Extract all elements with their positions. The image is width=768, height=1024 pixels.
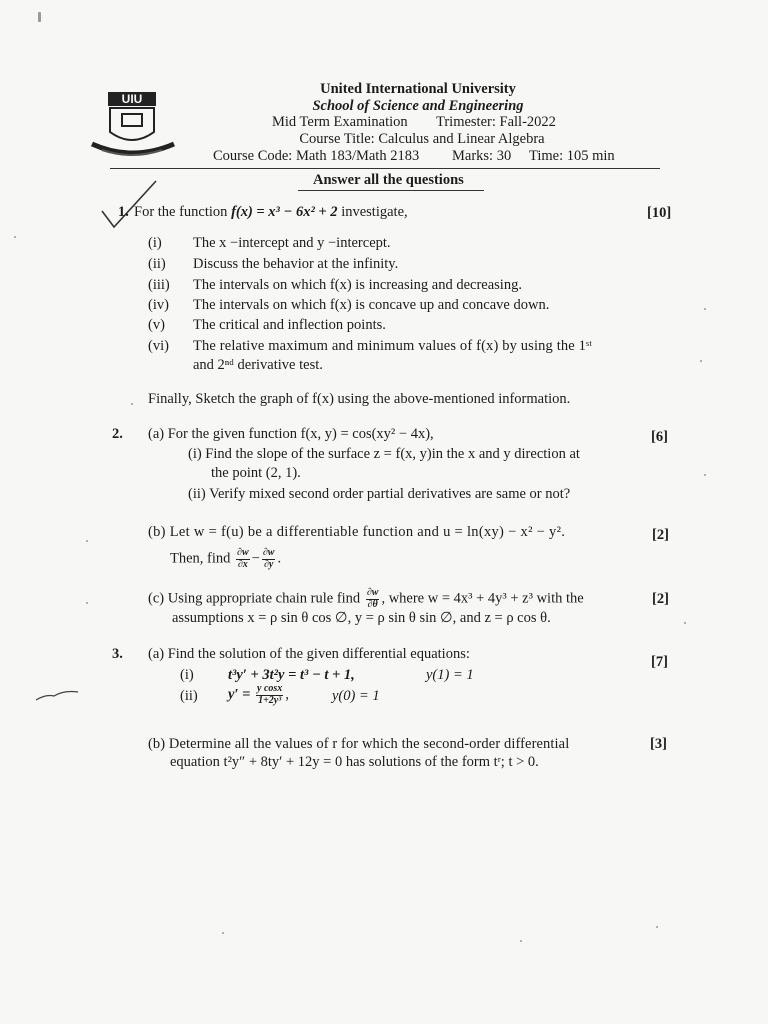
scan-speck [704,308,706,310]
q1-finally: Finally, Sketch the graph of f(x) using the above-mentioned information. [148,391,571,407]
q3a-i-equation: t³y′ + 3t²y = t³ − t + 1, [228,667,355,683]
q2c-assumptions: assumptions x = ρ sin θ cos ∅, y = ρ sin θ sin ∅, and z = ρ cos θ. [172,610,551,626]
header-divider [110,168,660,169]
q3a-stem: (a) Find the solution of the given differential equations: [148,646,470,662]
university-crest-icon [88,86,178,164]
scan-speck [86,602,88,604]
school-name: School of Science and Engineering [312,98,524,114]
scan-speck [14,236,16,238]
q3b-equation: equation t²y″ + 8ty′ + 12y = 0 has solutions of the form tʳ; t > 0. [170,754,539,770]
course-code: Course Code: Math 183/Math 2183 [213,148,420,164]
q3a-i-label: (i) [180,667,194,683]
q1-item-label: (v) [148,317,165,333]
q1-item-text: The critical and inflection points. [193,317,386,333]
ode-fraction: $\frac{\text{y cosx}}{\text{1+2y³}}$ [257,683,283,706]
q1-item-label: (iv) [148,297,169,313]
exam-time: Time: 105 min [529,148,615,164]
q3b-stem: (b) Determine all the values of r for which the second-order differential [148,736,570,752]
q1-item-label: (i) [148,235,162,251]
q3b-marks: [3] [650,736,667,752]
instruction: Answer all the questions [313,172,464,188]
q2b-stem: (b) Let w = f(u) be a differentiable function and u = ln(xy) − x² − y². [148,524,566,540]
q1-stem: For the function f(x) = x³ − 6x² + 2 investigate, [134,204,408,220]
scan-speck [86,540,88,542]
scan-speck [656,926,658,928]
q3a-ii-label: (ii) [180,688,198,704]
q3-number: 3. [112,646,123,662]
q2c-marks: [2] [652,591,669,607]
q2a-ii: (ii) Verify mixed second order partial derivatives are same or not? [188,486,571,502]
exam-name: Mid Term Examination [272,114,408,130]
q2a-i-continued: the point (2, 1). [211,465,301,481]
scan-speck [520,940,522,942]
scan-speck [704,474,706,476]
q1-item-label: (iii) [148,277,170,293]
svg-text:UIU: UIU [121,92,143,106]
scan-speck [684,622,686,624]
scan-speck [38,12,41,22]
q3a-i-condition: y(1) = 1 [426,667,474,683]
q1-item-text: The intervals on which f(x) is increasing and decreasing. [193,277,522,293]
q2b-then: Then, find $\frac{\partial w}{\partial x}$ − $\frac{\partial w}{\partial y}$ . [170,547,282,570]
scan-speck [222,932,224,934]
q1-function: f(x) = x³ − 6x² + 2 [231,204,338,220]
partial-derivative-fraction: $\frac{\partial w}{\partial y}$ [262,547,275,570]
university-name: United International University [320,81,516,97]
partial-derivative-fraction: $\frac{\partial w}{\partial\theta}$ [366,587,379,610]
q1-number: 1. [118,204,129,220]
q1-item-text: The relative maximum and minimum values of f(x) by using the 1ˢᵗ [193,338,593,354]
q3a-ii-equation: y′ = $\frac{\text{y cosx}}{\text{1+2y³}}$ , [228,683,289,706]
scan-speck [131,403,133,405]
q2a-stem: (a) For the given function f(x, y) = cos(xy² − 4x), [148,426,434,442]
q3a-ii-condition: y(0) = 1 [332,688,380,704]
course-title: Course Title: Calculus and Linear Algebra [299,131,545,147]
q1-item-text: Discuss the behavior at the infinity. [193,256,399,272]
q1-item-text: The x −intercept and y −intercept. [193,235,391,251]
q3a-marks: [7] [651,654,668,670]
scan-speck [700,360,702,362]
pen-scribble-icon [34,684,80,706]
university-logo [88,86,178,164]
q1-item-text-continued: and 2ⁿᵈ derivative test. [193,357,323,373]
q2-number: 2. [112,426,123,442]
q1-item-label: (vi) [148,338,169,354]
q2c-stem: (c) Using appropriate chain rule find $\frac{\partial w}{\partial\theta}$ , where w = 4x³ + 4y³ + z³ with the [148,587,584,610]
q1-item-label: (ii) [148,256,166,272]
instruction-underline [298,190,484,191]
q2b-marks: [2] [652,527,669,543]
total-marks: Marks: 30 [452,148,512,164]
q1-marks: [10] [647,205,672,221]
partial-derivative-fraction: $\frac{\partial w}{\partial x}$ [237,547,249,570]
q2a-marks: [6] [651,429,668,445]
q2a-i: (i) Find the slope of the surface z = f(x, y)in the x and y direction at [188,446,580,462]
q1-item-text: The intervals on which f(x) is concave up and concave down. [193,297,550,313]
trimester: Trimester: Fall-2022 [436,114,556,130]
